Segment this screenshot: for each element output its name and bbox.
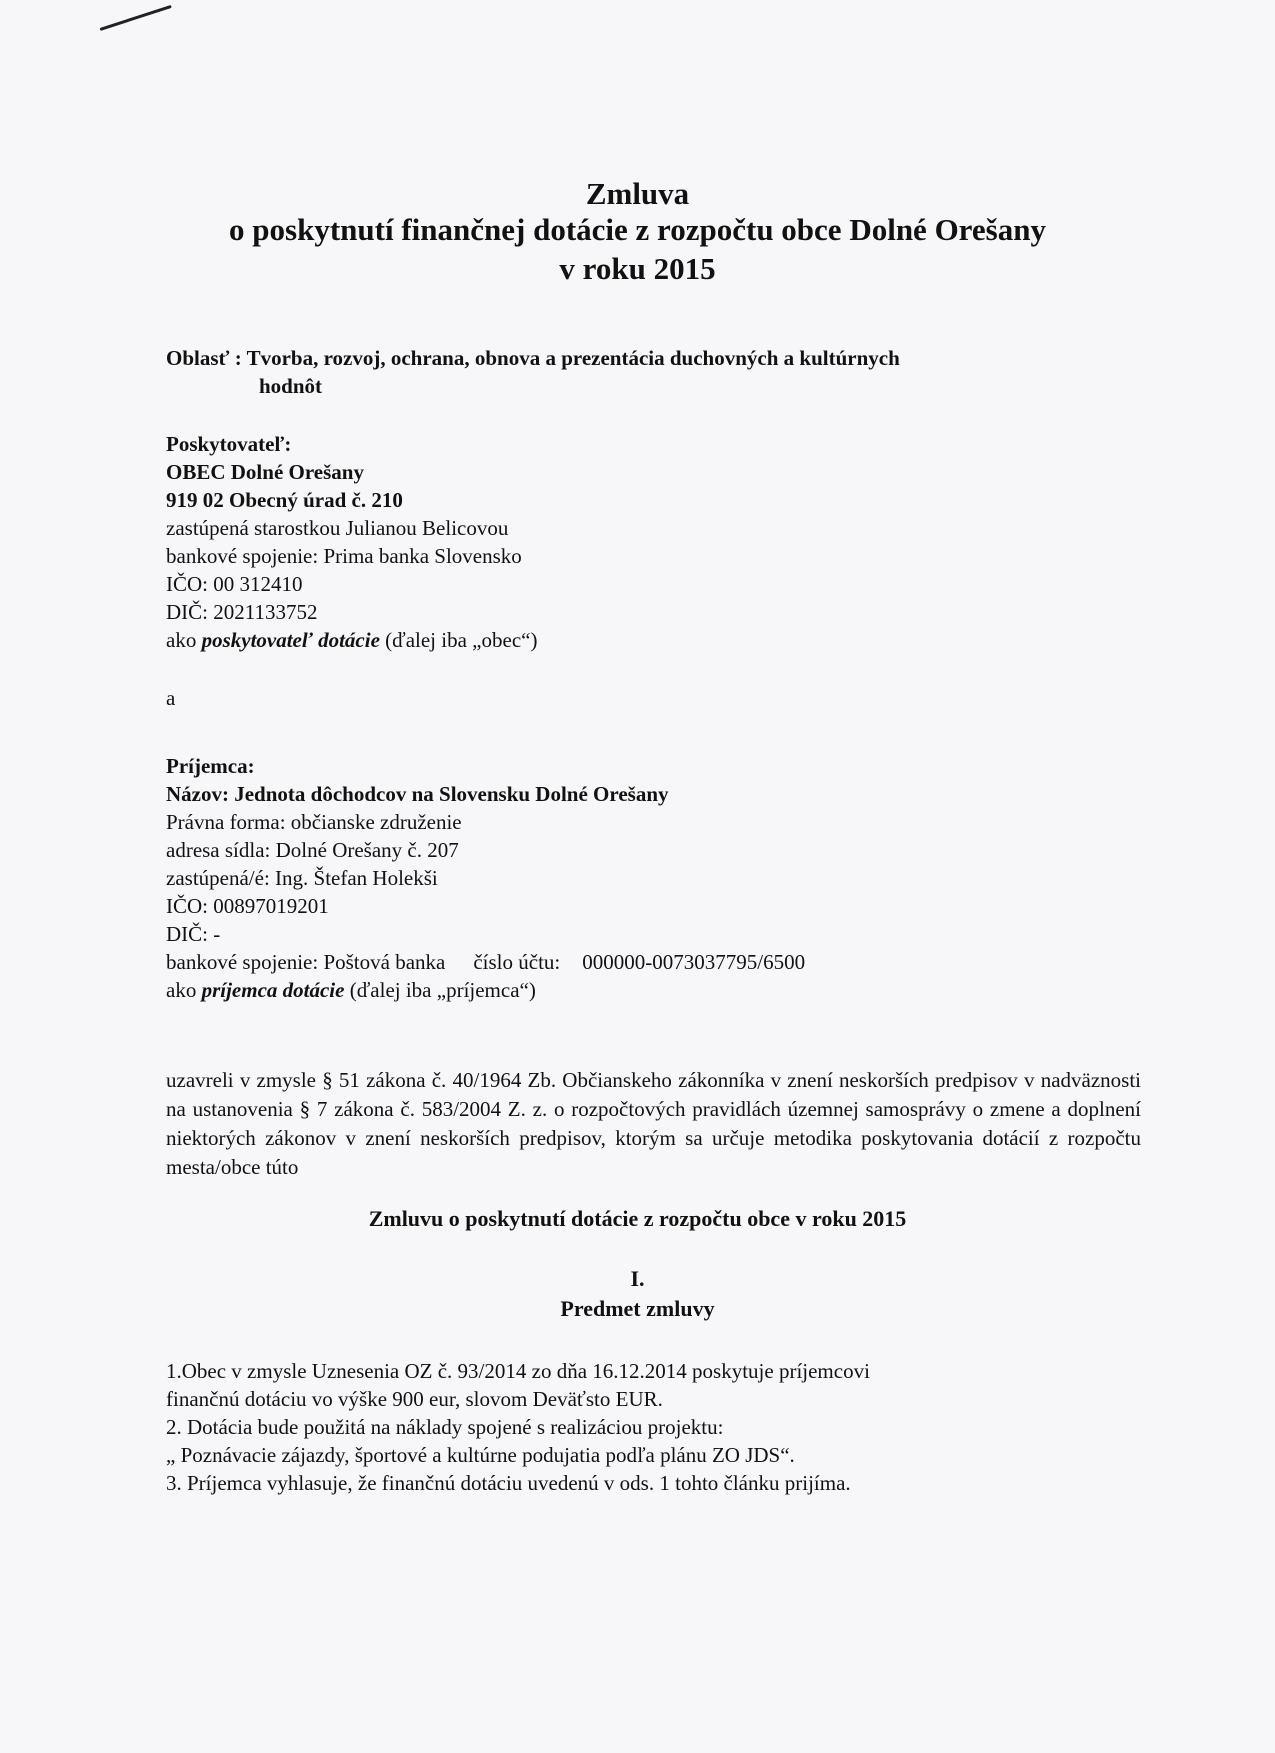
provider-role-line: ako poskytovateľ dotácie (ďalej iba „obec“): [166, 628, 538, 652]
provider-role: poskytovateľ dotácie: [201, 628, 380, 652]
conjunction: a: [166, 686, 176, 710]
pen-mark: [100, 5, 172, 31]
clause-1-line-2: finančnú dotáciu vo výške 900 eur, slovom Deväťsto EUR.: [166, 1387, 663, 1411]
clause-2-line-2: „ Poznávacie zájazdy, športové a kultúrne podujatia podľa plánu ZO JDS“.: [166, 1443, 795, 1467]
recipient-ico: IČO: 00897019201: [166, 894, 329, 918]
clause-3: 3. Príjemca vyhlasuje, že finančnú dotáciu uvedenú v ods. 1 tohto článku prijíma.: [166, 1471, 851, 1495]
recipient-account-label: číslo účtu:: [473, 950, 561, 974]
title-line-2: o poskytnutí finančnej dotácie z rozpočtu obce Dolné Orešany: [229, 212, 1046, 247]
section-title: Predmet zmluvy: [560, 1296, 715, 1321]
title-line-3: v roku 2015: [559, 251, 716, 286]
recipient-legal-form: Právna forma: občianske združenie: [166, 810, 462, 834]
recipient-role-line: ako príjemca dotácie (ďalej iba „príjemca“): [166, 978, 536, 1002]
provider-heading: Poskytovateľ:: [166, 432, 292, 456]
recipient-name: Názov: Jednota dôchodcov na Slovensku Dolné Orešany: [166, 782, 669, 806]
area-label: Oblasť :: [166, 346, 242, 370]
provider-ico: IČO: 00 312410: [166, 572, 303, 596]
area-text: Tvorba, rozvoj, ochrana, obnova a prezentácia duchovných a kultúrnych: [246, 346, 900, 370]
recipient-dic: DIČ: -: [166, 922, 221, 946]
recipient-account: 000000-0073037795/6500: [582, 950, 806, 974]
recipient-bank: bankové spojenie: Poštová banka: [166, 950, 446, 974]
provider-represented: zastúpená starostkou Julianou Belicovou: [166, 516, 509, 540]
provider-name: OBEC Dolné Orešany: [166, 460, 364, 484]
area-line: [166, 344, 900, 372]
section-number: I.: [630, 1266, 645, 1291]
preamble-paragraph: uzavreli v zmysle § 51 zákona č. 40/1964 Zb. Občianskeho zákonníka v znení neskorších predpisov v nadväznosti na ustanovenia § 7 zákona č. 583/2004 Z. z. o rozpočtových pravidlách územnej samosprávy o zmene a doplnení niektorých zákonov v znení neskorších predpisov, ktorým sa určuje metodika poskytovania dotácií z rozpočtu mesta/obce túto: [166, 1068, 1141, 1179]
recipient-bank-line: [166, 948, 805, 976]
recipient-represented: zastúpená/é: Ing. Štefan Holekši: [166, 866, 438, 890]
recipient-heading: Príjemca:: [166, 754, 255, 778]
area-text-line-2: hodnôt: [259, 374, 323, 398]
title-line-1: Zmluva: [585, 176, 690, 211]
recipient-address: adresa sídla: Dolné Orešany č. 207: [166, 838, 459, 862]
provider-dic: DIČ: 2021133752: [166, 600, 318, 624]
recipient-role: príjemca dotácie: [201, 978, 345, 1002]
clause-2-line-1: 2. Dotácia bude použitá na náklady spojené s realizáciou projektu:: [166, 1415, 724, 1439]
provider-address: 919 02 Obecný úrad č. 210: [166, 488, 403, 512]
provider-bank: bankové spojenie: Prima banka Slovensko: [166, 544, 522, 568]
contract-title: Zmluvu o poskytnutí dotácie z rozpočtu obce v roku 2015: [368, 1206, 907, 1231]
clause-1-line-1: 1.Obec v zmysle Uznesenia OZ č. 93/2014 zo dňa 16.12.2014 poskytuje príjemcovi: [166, 1359, 870, 1383]
